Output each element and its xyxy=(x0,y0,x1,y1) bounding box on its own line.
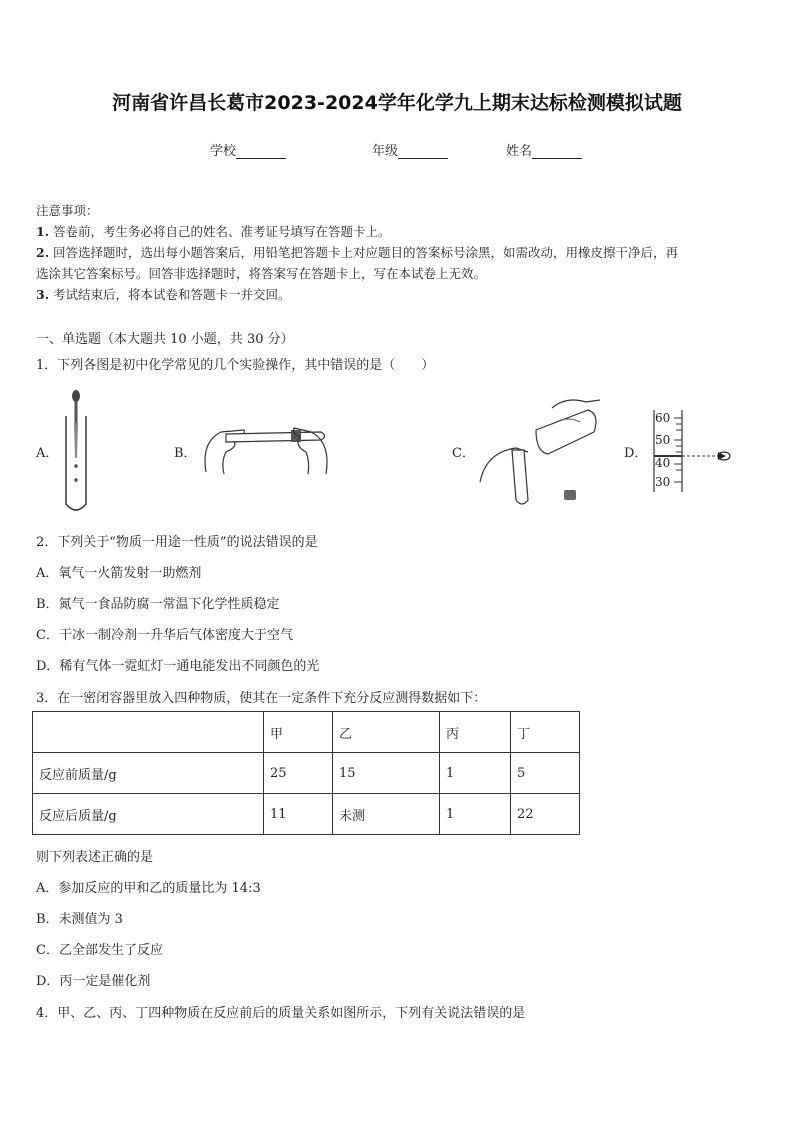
table-cell: 未测 xyxy=(333,794,440,835)
question-4-stem: 4．甲、乙、丙、丁四种物质在反应前后的质量关系如图所示，下列有关说法错误的是 xyxy=(36,1006,526,1021)
table-header-row xyxy=(33,712,580,753)
name-blank[interactable] xyxy=(532,144,582,159)
grade-label: 年级 xyxy=(372,144,399,159)
notice-item: 2. 回答选择题时，选出每小题答案后，用铅笔把答题卡上对应题目的答案标号涂黑，如需改动，用橡皮擦干净后，再 xyxy=(36,245,679,260)
q3-option-a[interactable]: A．参加反应的甲和乙的质量比为 14:3 xyxy=(36,881,261,896)
grade-blank[interactable] xyxy=(398,144,448,159)
tick-label-30: 30 xyxy=(655,475,671,489)
name-label: 姓名 xyxy=(506,144,533,159)
question-1-stem: 1．下列各图是初中化学常见的几个实验操作，其中错误的是（ ） xyxy=(36,358,435,373)
q1-option-d-label[interactable]: D． xyxy=(624,446,648,461)
question-3-stem: 3．在一密闭容器里放入四种物质，使其在一定条件下充分反应测得数据如下： xyxy=(36,691,487,706)
question-2-stem: 2．下列关于“物质一用途一性质”的说法错误的是 xyxy=(36,535,318,550)
q1-option-b-label[interactable]: B． xyxy=(174,446,197,461)
table-header-cell: 丙 xyxy=(440,712,511,753)
table-cell: 反应后质量/g xyxy=(33,794,264,835)
table-cell: 1 xyxy=(440,794,511,835)
table-header-cell: 乙 xyxy=(333,712,440,753)
table-header-cell: 丁 xyxy=(511,712,580,753)
pouring-liquid-figure xyxy=(476,392,606,510)
tick-label-40: 40 xyxy=(655,456,671,470)
q3-option-b[interactable]: B．未测值为 3 xyxy=(36,912,123,927)
school-label: 学校 xyxy=(210,144,237,159)
notice-heading: 注意事项： xyxy=(36,203,99,218)
table-cell: 11 xyxy=(264,794,333,835)
table-cell: 1 xyxy=(440,753,511,794)
q1-option-c-label[interactable]: C． xyxy=(452,446,475,461)
q2-option-b[interactable]: B．氮气一食品防腐一常温下化学性质稳定 xyxy=(36,597,280,612)
notice-item: 选涂其它答案标号。回答非选择题时，将答案写在答题卡上，写在本试卷上无效。 xyxy=(36,266,487,281)
dropper-test-tube-figure xyxy=(56,388,96,513)
tick-label-50: 50 xyxy=(655,433,671,447)
table-header-cell: 甲 xyxy=(264,712,333,753)
q3-option-d[interactable]: D．丙一定是催化剂 xyxy=(36,974,151,989)
q1-option-a-label[interactable]: A． xyxy=(36,446,59,461)
table-header-cell xyxy=(33,712,264,753)
notice-block xyxy=(36,200,766,305)
page-title: 河南省许昌长葛市2023-2024学年化学九上期末达标检测模拟试题 xyxy=(112,92,682,114)
table-row xyxy=(33,753,580,794)
tick-label-60: 60 xyxy=(655,411,671,425)
notice-item: 3. 考试结束后，将本试卷和答题卡一并交回。 xyxy=(36,287,291,302)
q2-option-c[interactable]: C．干冰一制冷剂一升华后气体密度大于空气 xyxy=(36,628,293,643)
school-field[interactable] xyxy=(210,140,286,159)
student-info-row xyxy=(0,140,794,160)
table-cell: 25 xyxy=(264,753,333,794)
grade-field[interactable] xyxy=(372,140,448,159)
reaction-data-table xyxy=(32,711,580,835)
hands-test-tube-figure xyxy=(196,412,336,482)
q2-option-a[interactable]: A．氧气一火箭发射一助燃剂 xyxy=(36,566,202,581)
school-blank[interactable] xyxy=(236,144,286,159)
notice-item: 1. 答卷前，考生务必将自己的姓名、准考证号填写在答题卡上。 xyxy=(36,224,391,239)
q3-option-c[interactable]: C．乙全部发生了反应 xyxy=(36,943,163,958)
q2-option-d[interactable]: D．稀有气体一霓虹灯一通电能发出不同颜色的光 xyxy=(36,659,320,674)
question-3-follow: 则下列表述正确的是 xyxy=(36,850,154,865)
table-cell: 22 xyxy=(511,794,580,835)
section-heading: 一、单选题（本大题共 10 小题，共 30 分） xyxy=(36,332,294,347)
name-field[interactable] xyxy=(506,140,582,159)
table-row xyxy=(33,794,580,835)
table-cell: 反应前质量/g xyxy=(33,753,264,794)
table-cell: 15 xyxy=(333,753,440,794)
table-cell: 5 xyxy=(511,753,580,794)
